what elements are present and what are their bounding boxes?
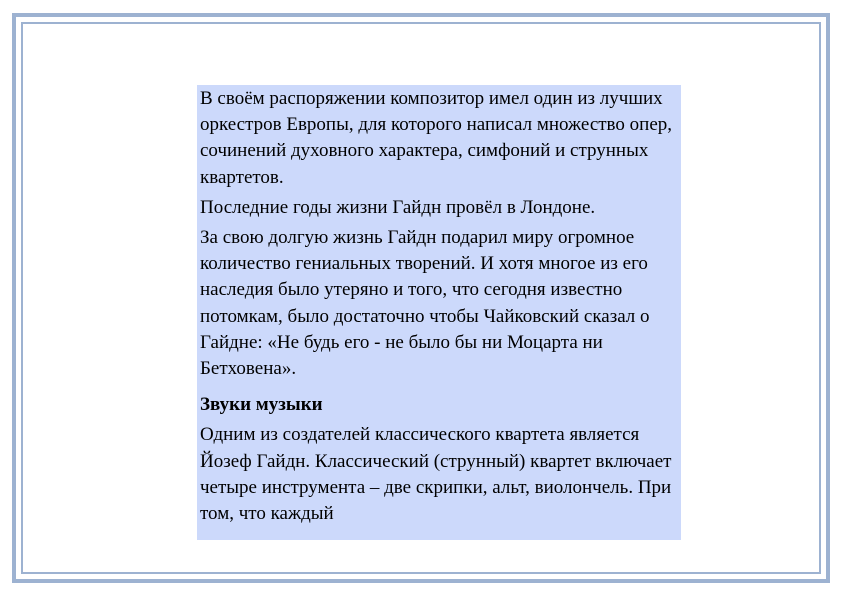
paragraph-london: Последние годы жизни Гайдн провёл в Лондоне. <box>200 196 596 218</box>
text-block <box>197 85 681 540</box>
section-heading: Звуки музыки <box>200 394 323 416</box>
paragraph-quartet: Одним из создателей классического квартета является Йозеф Гайдн. Классический (струнный) квартет включает четыре инструмента – две скрипки, альт, виолончель. При том, что каждый <box>200 424 672 525</box>
paragraph-legacy: За свою долгую жизнь Гайдн подарил миру огромное количество гениальных творений. И хотя многое из его наследия было утеряно и того, что сегодня известно потомкам, было достаточно чтобы Чайковский сказал о Гайдне: «Не будь его - не было бы ни Моцарта ни Бетховена». <box>200 227 650 380</box>
paragraph-orchestra: В своём распоряжении композитор имел один из лучших оркестров Европы, для которого написал множество опер, сочинений духовного характера, симфоний и струнных квартетов. <box>200 88 673 188</box>
